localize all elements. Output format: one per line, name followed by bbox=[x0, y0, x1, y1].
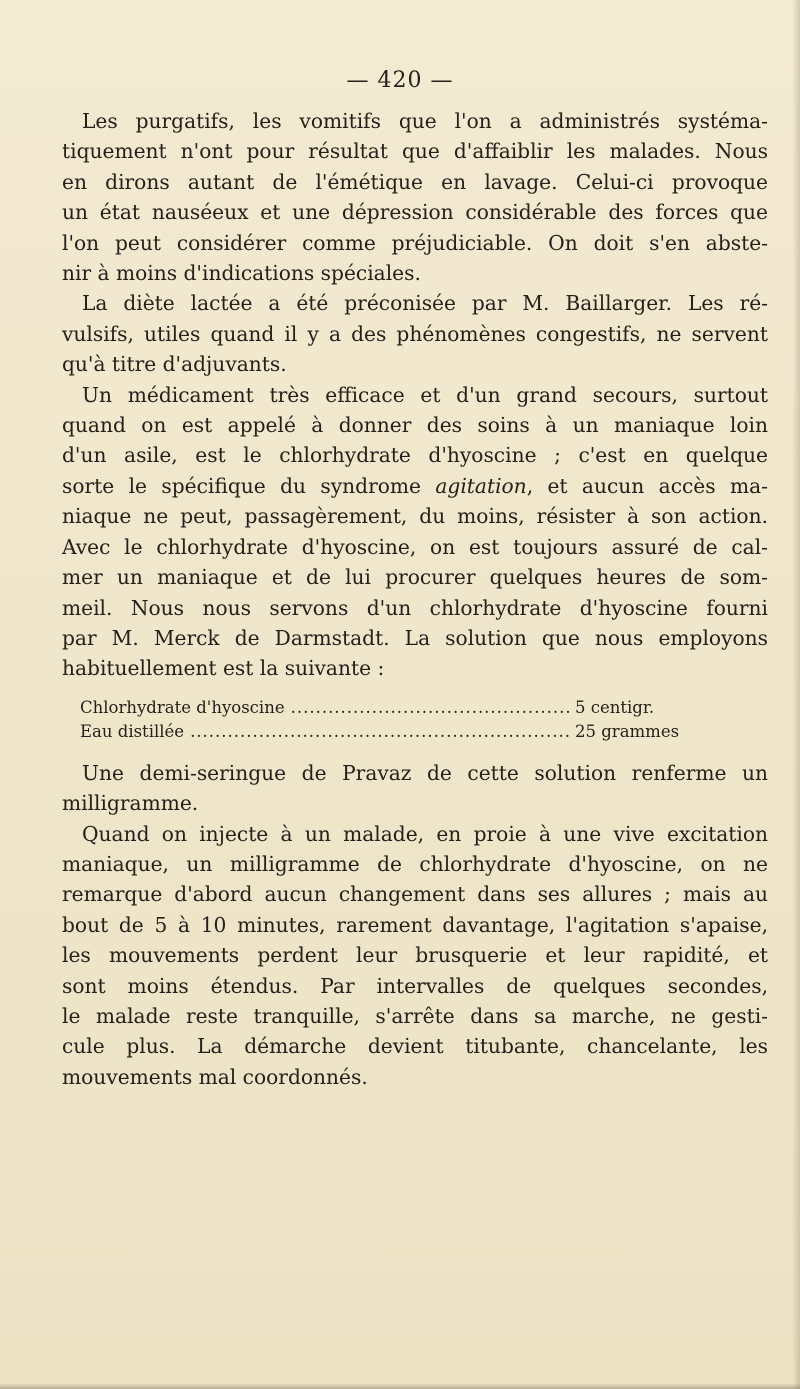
recipe-row bbox=[80, 720, 715, 744]
text-line: remarque d'abord aucun changement dans ses allures ; mais au bbox=[62, 882, 768, 907]
text-line: habituellement est la suivante : bbox=[62, 656, 385, 681]
text-line: un état nauséeux et une dépression considérable des forces que bbox=[62, 200, 768, 225]
text-line: mouvements mal coordonnés. bbox=[62, 1064, 368, 1089]
text-line: l'on peut considérer comme préjudiciable. On doit s'en abste- bbox=[62, 230, 768, 255]
text-line: tiquement n'ont pour résultat que d'affaiblir les malades. Nous bbox=[62, 139, 768, 164]
text-line: Quand on injecte à un malade, en proie à une vive excitation bbox=[82, 821, 768, 846]
text-line: milligramme. bbox=[62, 791, 199, 816]
body-text bbox=[62, 106, 768, 1092]
text-line: bout de 5 à 10 minutes, rarement davantage, l'agitation s'apaise, bbox=[62, 912, 768, 937]
text-line: Une demi-seringue de Pravaz de cette solution renferme un bbox=[82, 760, 768, 785]
page-number: — 420 — bbox=[346, 68, 454, 93]
text-line: le malade reste tranquille, s'arrête dans sa marche, ne gesti- bbox=[62, 1003, 768, 1028]
paragraph-4 bbox=[62, 758, 768, 819]
text-line: Un médicament très efficace et d'un grand secours, surtout bbox=[82, 382, 768, 407]
recipe-row bbox=[80, 696, 715, 720]
recipe-quantity: 25 grammes bbox=[575, 721, 680, 741]
text-line: maniaque, un milligramme de chlorhydrate d'hyoscine, on ne bbox=[62, 851, 768, 876]
text-segment: , et aucun accès ma- bbox=[526, 473, 768, 498]
page-edge-shadow bbox=[792, 0, 800, 1389]
text-line: nir à moins d'indications spéciales. bbox=[62, 261, 421, 286]
text-line: vulsifs, utiles quand il y a des phénomènes congestifs, ne servent bbox=[62, 321, 768, 346]
text-line: qu'à titre d'adjuvants. bbox=[62, 352, 287, 377]
paragraph-5 bbox=[62, 819, 768, 1093]
text-line: quand on est appelé à donner des soins à un maniaque loin bbox=[62, 413, 768, 438]
recipe-ingredient: Eau distillée bbox=[80, 721, 185, 741]
text-line: sont moins étendus. Par intervalles de quelques secondes, bbox=[62, 973, 768, 998]
page-bottom-shadow bbox=[0, 1383, 800, 1389]
paragraph-2 bbox=[62, 288, 768, 379]
text-line: Les purgatifs, les vomitifs que l'on a administrés systéma- bbox=[82, 109, 768, 133]
text-line: Avec le chlorhydrate d'hyoscine, on est toujours assuré de cal- bbox=[62, 534, 768, 559]
text-line: La diète lactée a été préconisée par M. Baillarger. Les ré- bbox=[82, 291, 768, 316]
text-line: d'un asile, est le chlorhydrate d'hyoscine ; c'est en quelque bbox=[62, 443, 768, 468]
text-line: niaque ne peut, passagèrement, du moins, résister à son action. bbox=[62, 504, 768, 529]
text-line: meil. Nous nous servons d'un chlorhydrate d'hyoscine fourni bbox=[62, 595, 768, 620]
recipe-formula bbox=[80, 696, 715, 744]
text-line: les mouvements perdent leur brusquerie et leur rapidité, et bbox=[62, 943, 768, 968]
leader-dots bbox=[190, 720, 569, 744]
paragraph-3 bbox=[62, 380, 768, 684]
italic-term: agitation bbox=[435, 473, 527, 498]
text-line: cule plus. La démarche devient titubante, chancelante, les bbox=[62, 1034, 768, 1059]
text-segment: sorte le spécifique du syndrome bbox=[62, 473, 421, 498]
text-line: mer un maniaque et de lui procurer quelques heures de som- bbox=[62, 565, 768, 590]
text-line: en dirons autant de l'émétique en lavage. Celui-ci provoque bbox=[62, 169, 768, 194]
leader-dots bbox=[291, 696, 569, 720]
text-line: par M. Merck de Darmstadt. La solution que nous employons bbox=[62, 625, 768, 650]
paragraph-1 bbox=[62, 106, 768, 288]
text-line-with-italic bbox=[62, 471, 768, 501]
recipe-quantity: 5 centigr. bbox=[575, 697, 655, 717]
recipe-ingredient: Chlorhydrate d'hyoscine bbox=[80, 697, 285, 717]
